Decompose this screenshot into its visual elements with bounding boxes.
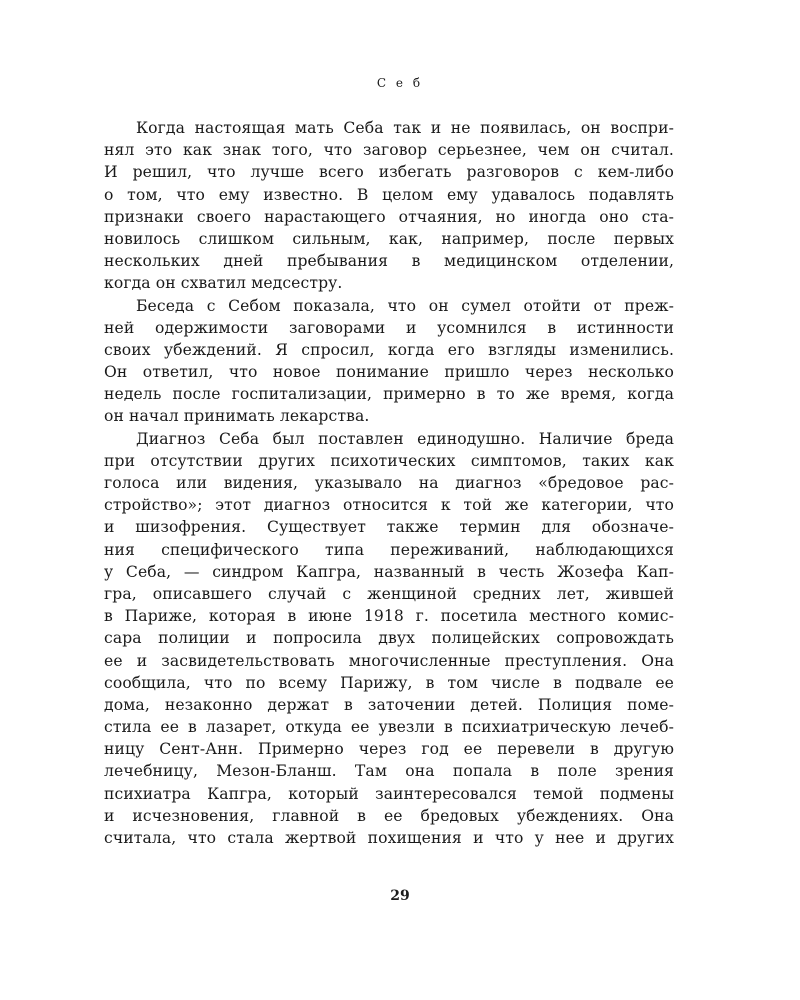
text-line: при отсутствии других психотических симптомов, таких как (104, 451, 674, 470)
text-line: ней одержимости заговорами и усомнился в истинности (104, 318, 674, 337)
text-line: психиатра Капгра, который заинтересовался темой подмены (104, 784, 674, 803)
text-line: Диагноз Себа был поставлен единодушно. Наличие бреда (136, 429, 674, 448)
text-line: недель после госпитализации, примерно в то же время, когда (104, 385, 674, 404)
running-head: С е б (376, 76, 424, 90)
text-line: ния специфического типа переживаний, наблюдающихся (104, 540, 674, 559)
text-line: Беседа с Себом показала, что он сумел отойти от преж- (136, 296, 674, 315)
text-line: нескольких дней пребывания в медицинском отделении, (104, 252, 674, 271)
text-line: новилось слишком сильным, как, например, после первых (104, 229, 674, 248)
text-line: сара полиции и попросила двух полицейских сопровождать (104, 629, 674, 648)
text-line: и шизофрения. Существует также термин для обозначе- (104, 518, 674, 537)
text-line: сообщила, что по всему Парижу, в том числе в подвале ее (104, 673, 674, 692)
text-line: нял это как знак того, что заговор серьезнее, чем он считал. (104, 141, 674, 160)
text-line: Он ответил, что новое понимание пришло через несколько (104, 363, 674, 382)
text-line: признаки своего нарастающего отчаяния, но иногда оно ста- (104, 207, 674, 226)
text-line: когда он схватил медсестру. (104, 274, 343, 293)
text-line: голоса или видения, указывало на диагноз «бредовое рас- (104, 474, 674, 492)
text-line: и исчезновения, главной в ее бредовых убеждениях. Она (104, 806, 674, 825)
page-number: 29 (390, 888, 410, 904)
text-line: гра, описавшего случай с женщиной средних лет, жившей (104, 584, 674, 603)
text-line: о том, что ему известно. В целом ему удавалось подавлять (104, 185, 674, 204)
text-line: лечебницу, Мезон-Бланш. Там она попала в поле зрения (104, 762, 674, 781)
text-line: считала, что стала жертвой похищения и что у нее и других (104, 829, 674, 847)
text-line: своих убеждений. Я спросил, когда его взгляды изменились. (104, 340, 674, 359)
text-line: Когда настоящая мать Себа так и не появилась, он воспри- (136, 119, 674, 137)
text-line: он начал принимать лекарства. (104, 407, 370, 426)
text-line: стройство»; этот диагноз относится к той же категории, что (104, 496, 674, 515)
text-line: дома, незаконно держат в заточении детей. Полиция поме- (104, 695, 674, 714)
text-line: И решил, что лучше всего избегать разговоров с кем-либо (104, 163, 674, 182)
text-line: у Себа, — синдром Капгра, названный в честь Жозефа Кап- (104, 562, 674, 581)
text-line: стила ее в лазарет, откуда ее увезли в психиатрическую лечеб- (104, 718, 674, 737)
text-line: в Париже, которая в июне 1918 г. посетила местного комис- (104, 607, 674, 626)
text-line: ницу Сент-Анн. Примерно через год ее перевели в другую (104, 740, 674, 759)
body-text (104, 117, 674, 849)
text-line: ее и засвидетельствовать многочисленные преступления. Она (104, 651, 674, 670)
